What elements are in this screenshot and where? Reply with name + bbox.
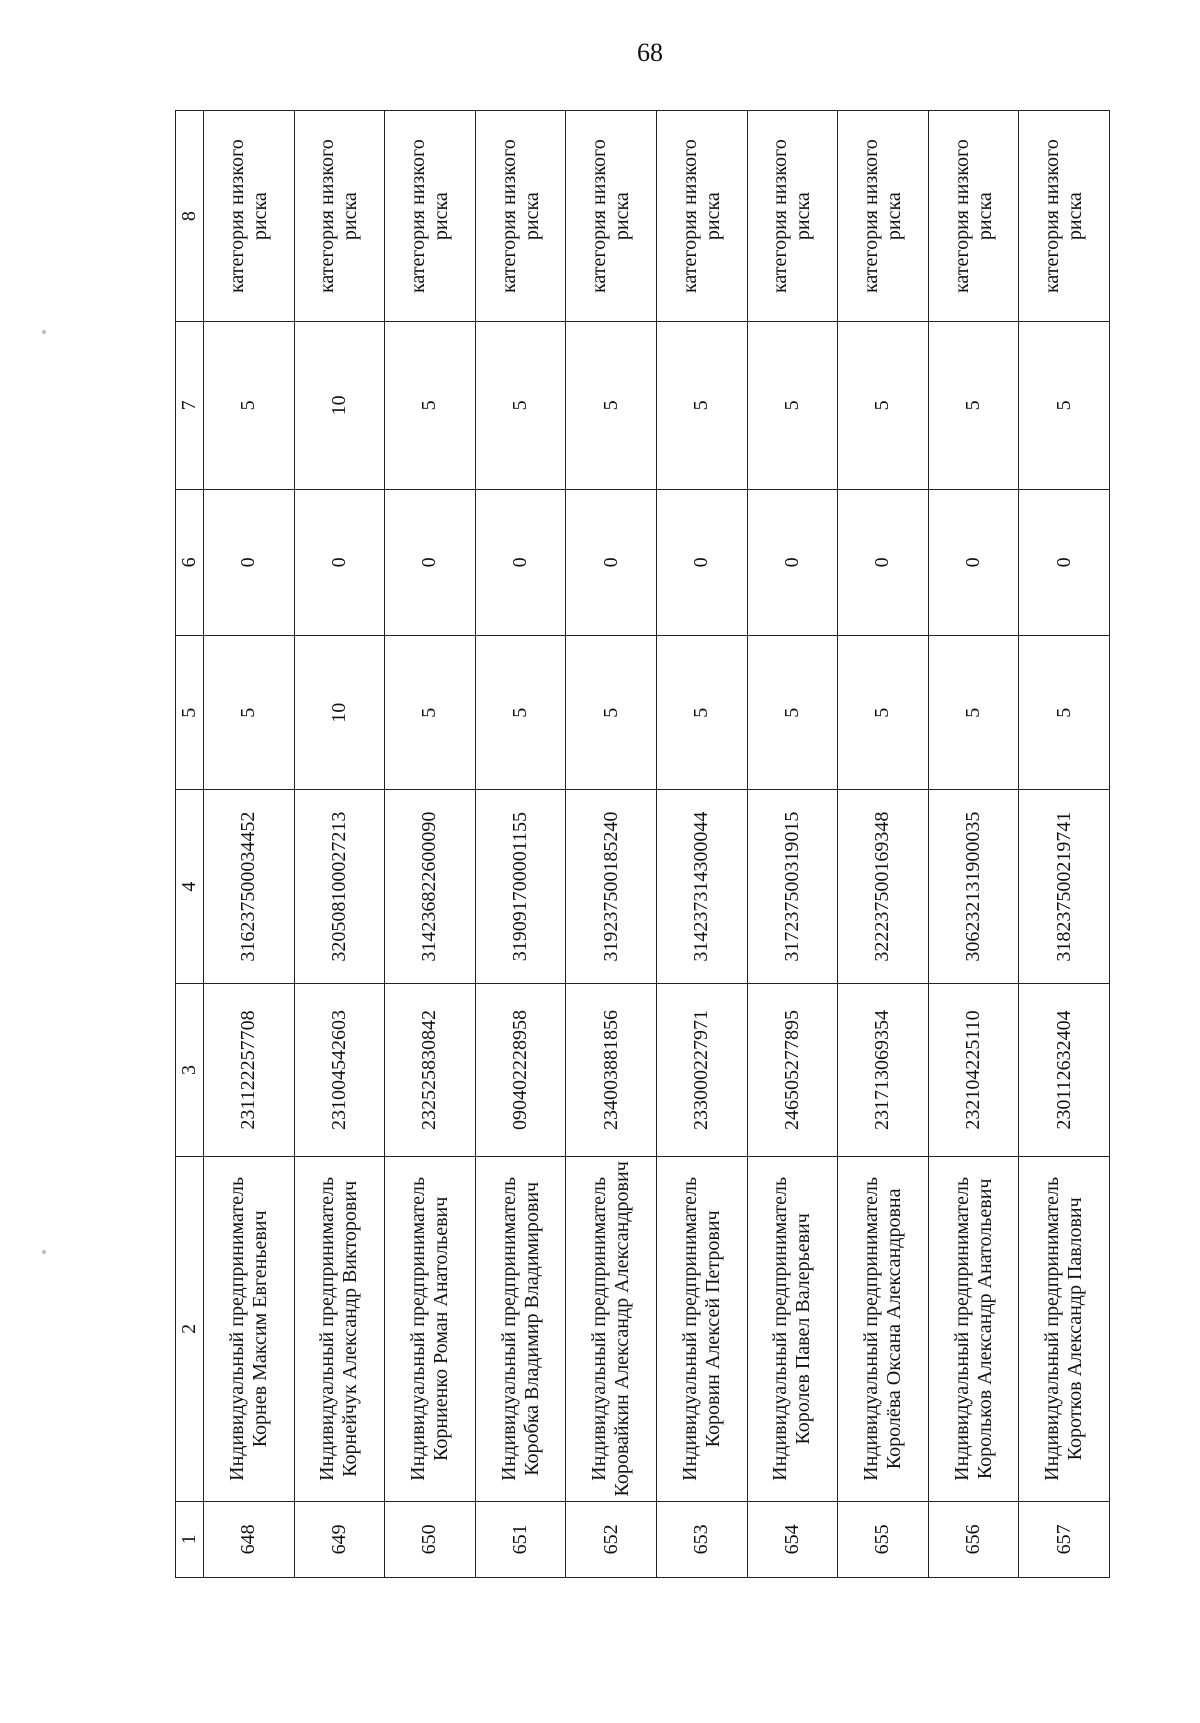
- risk-category-cell: категория низкого риска: [656, 111, 747, 322]
- risk-category-cell: категория низкого риска: [928, 111, 1019, 322]
- inn-cell: 231713069354: [838, 983, 929, 1156]
- row-number: 656: [928, 1501, 1019, 1577]
- col7-cell: 10: [294, 322, 385, 489]
- row-number: 648: [204, 1501, 295, 1577]
- risk-category-cell: категория низкого риска: [838, 111, 929, 322]
- col6-cell: 0: [204, 489, 295, 636]
- ogrnip-cell: 306232131900035: [928, 790, 1019, 984]
- col6-cell: 0: [1019, 489, 1110, 636]
- header-cell-8: 8: [176, 111, 204, 322]
- col6-cell: 0: [656, 489, 747, 636]
- col7-cell: 5: [928, 322, 1019, 489]
- entrepreneur-name: Индивидуальный предприниматель Корниенко Роман Анатольевич: [385, 1156, 476, 1501]
- risk-category-cell: категория низкого риска: [385, 111, 476, 322]
- inn-cell: 232104225110: [928, 983, 1019, 1156]
- inn-cell: 090402228958: [475, 983, 566, 1156]
- risk-category-cell: категория низкого риска: [475, 111, 566, 322]
- ogrnip-cell: 319237500185240: [566, 790, 657, 984]
- entrepreneur-name: Индивидуальный предприниматель Коровайкин Александр Александрович: [566, 1156, 657, 1501]
- page-number: 68: [637, 38, 663, 67]
- ogrnip-cell: 316237500034452: [204, 790, 295, 984]
- ogrnip-cell: 319091700001155: [475, 790, 566, 984]
- row-number: 655: [838, 1501, 929, 1577]
- col5-cell: 5: [566, 636, 657, 790]
- registry-table-container: [175, 110, 1110, 1578]
- col7-cell: 5: [204, 322, 295, 489]
- table-row: [385, 111, 476, 1578]
- col7-cell: 5: [566, 322, 657, 489]
- col7-cell: 5: [838, 322, 929, 489]
- entrepreneur-name: Индивидуальный предприниматель Коровин Алексей Петрович: [656, 1156, 747, 1501]
- col5-cell: 5: [928, 636, 1019, 790]
- risk-category-cell: категория низкого риска: [204, 111, 295, 322]
- entrepreneur-name: Индивидуальный предприниматель Коротков Александр Павлович: [1019, 1156, 1110, 1501]
- ogrnip-cell: 322237500169348: [838, 790, 929, 984]
- table-row: [928, 111, 1019, 1578]
- inn-cell: 230112632404: [1019, 983, 1110, 1156]
- inn-cell: 233000227971: [656, 983, 747, 1156]
- col5-cell: 5: [204, 636, 295, 790]
- scan-dot: [42, 330, 46, 334]
- col7-cell: 5: [656, 322, 747, 489]
- row-number: 650: [385, 1501, 476, 1577]
- entrepreneur-name: Индивидуальный предприниматель Королёва Оксана Александровна: [838, 1156, 929, 1501]
- ogrnip-cell: 318237500219741: [1019, 790, 1110, 984]
- col7-cell: 5: [747, 322, 838, 489]
- table-row: [656, 111, 747, 1578]
- inn-cell: 231122257708: [204, 983, 295, 1156]
- ogrnip-cell: 314237314300044: [656, 790, 747, 984]
- col7-cell: 5: [1019, 322, 1110, 489]
- risk-category-cell: категория низкого риска: [566, 111, 657, 322]
- col5-cell: 10: [294, 636, 385, 790]
- header-cell-1: 1: [176, 1501, 204, 1577]
- header-row: [176, 111, 204, 1578]
- ogrnip-cell: 320508100027213: [294, 790, 385, 984]
- scan-dot: [42, 1250, 46, 1254]
- col5-cell: 5: [475, 636, 566, 790]
- col5-cell: 5: [1019, 636, 1110, 790]
- table-row: [566, 111, 657, 1578]
- risk-category-cell: категория низкого риска: [1019, 111, 1110, 322]
- risk-category-cell: категория низкого риска: [294, 111, 385, 322]
- col6-cell: 0: [838, 489, 929, 636]
- col5-cell: 5: [656, 636, 747, 790]
- table-row: [475, 111, 566, 1578]
- table-row: [838, 111, 929, 1578]
- entrepreneur-name: Индивидуальный предприниматель Корнев Максим Евгеньевич: [204, 1156, 295, 1501]
- col6-cell: 0: [385, 489, 476, 636]
- inn-cell: 231004542603: [294, 983, 385, 1156]
- header-cell-2: 2: [176, 1156, 204, 1501]
- header-cell-3: 3: [176, 983, 204, 1156]
- registry-table: [175, 110, 1110, 1578]
- header-cell-7: 7: [176, 322, 204, 489]
- col7-cell: 5: [475, 322, 566, 489]
- header-cell-4: 4: [176, 790, 204, 984]
- col5-cell: 5: [838, 636, 929, 790]
- col6-cell: 0: [928, 489, 1019, 636]
- col6-cell: 0: [294, 489, 385, 636]
- table-row: [294, 111, 385, 1578]
- ogrnip-cell: 317237500319015: [747, 790, 838, 984]
- row-number: 654: [747, 1501, 838, 1577]
- risk-category-cell: категория низкого риска: [747, 111, 838, 322]
- col6-cell: 0: [566, 489, 657, 636]
- col5-cell: 5: [385, 636, 476, 790]
- inn-cell: 246505277895: [747, 983, 838, 1156]
- entrepreneur-name: Индивидуальный предприниматель Коробка Владимир Владимирович: [475, 1156, 566, 1501]
- table-row: [204, 111, 295, 1578]
- row-number: 653: [656, 1501, 747, 1577]
- col5-cell: 5: [747, 636, 838, 790]
- entrepreneur-name: Индивидуальный предприниматель Королев Павел Валерьевич: [747, 1156, 838, 1501]
- entrepreneur-name: Индивидуальный предприниматель Корольков Александр Анатольевич: [928, 1156, 1019, 1501]
- ogrnip-cell: 314236822600090: [385, 790, 476, 984]
- table-row: [1019, 111, 1110, 1578]
- header-cell-6: 6: [176, 489, 204, 636]
- row-number: 651: [475, 1501, 566, 1577]
- inn-cell: 234003881856: [566, 983, 657, 1156]
- table-row: [747, 111, 838, 1578]
- inn-cell: 232525830842: [385, 983, 476, 1156]
- header-cell-5: 5: [176, 636, 204, 790]
- row-number: 652: [566, 1501, 657, 1577]
- col6-cell: 0: [747, 489, 838, 636]
- row-number: 649: [294, 1501, 385, 1577]
- col6-cell: 0: [475, 489, 566, 636]
- row-number: 657: [1019, 1501, 1110, 1577]
- entrepreneur-name: Индивидуальный предприниматель Корнейчук Александр Викторович: [294, 1156, 385, 1501]
- col7-cell: 5: [385, 322, 476, 489]
